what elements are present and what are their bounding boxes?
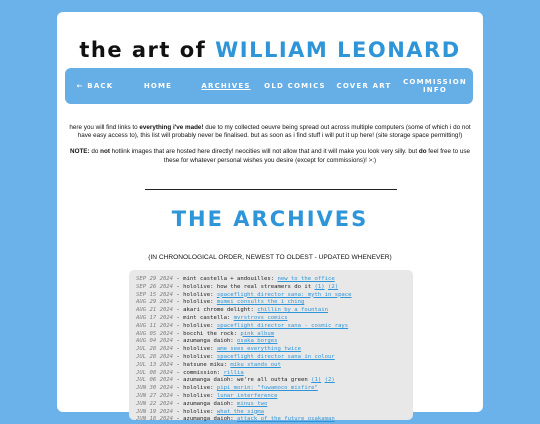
entry-link[interactable]: spaceflight director sana - cosmic rays bbox=[216, 322, 349, 329]
intro-emphasis: everything i've made! bbox=[139, 124, 204, 131]
note-emphasis: not bbox=[100, 148, 110, 156]
nav-old-comics-label: OLD COMICS bbox=[264, 82, 326, 90]
archive-entry bbox=[136, 370, 416, 378]
entry-description: - mint castella: bbox=[173, 314, 234, 321]
entry-date: SEP 26 2024 bbox=[136, 283, 174, 290]
entry-date: JUL 28 2024 bbox=[136, 353, 174, 360]
archive-entry bbox=[136, 338, 416, 346]
entry-description: - hololive: how the real streamers do it bbox=[173, 283, 315, 290]
entry-link[interactable]: (2) bbox=[324, 377, 335, 384]
entry-link[interactable]: rillia bbox=[223, 369, 244, 376]
entry-date: SEP 15 2024 bbox=[136, 291, 174, 298]
archive-entry bbox=[136, 409, 416, 417]
archive-entry bbox=[136, 401, 416, 409]
entry-date: AUG 04 2024 bbox=[136, 338, 174, 345]
nav-old-comics-link[interactable] bbox=[262, 68, 328, 104]
note-text-part: feel free to use these for whatever personal wishes you desire (except for commissions)! >:) bbox=[163, 148, 470, 164]
entry-link[interactable]: what the sigma bbox=[216, 408, 264, 415]
entry-description: - bocchi the rock: bbox=[173, 330, 241, 337]
archive-entry bbox=[136, 292, 416, 300]
archive-entry bbox=[136, 323, 416, 331]
entry-description: - hololive: bbox=[173, 346, 217, 353]
intro-paragraph bbox=[67, 124, 473, 140]
entry-description: - azumanga daioh: bbox=[173, 400, 238, 407]
note-text-part: do bbox=[89, 148, 101, 156]
archive-entry bbox=[136, 299, 416, 307]
entry-description: - akari chrome delight: bbox=[173, 307, 258, 314]
entry-description: - hatsune miku: bbox=[173, 361, 231, 368]
archive-entry bbox=[136, 362, 416, 370]
entry-description: - hololive: bbox=[173, 408, 217, 415]
nav-commission-info-label: COMMISSION INFO bbox=[403, 78, 467, 94]
entry-link[interactable]: new to the office bbox=[277, 276, 335, 282]
entry-description: - hololive: bbox=[173, 353, 217, 360]
intro-text-part: due to my collected oeuvre being spread out across multiple computers (some of which i do not have easy access to), this list will probably never be finalised. but as soon as i find stuff i will put it up here! (site storage space permitting!) bbox=[77, 124, 471, 140]
entry-link[interactable]: ame sees everything twice bbox=[216, 346, 302, 353]
entry-link[interactable]: chillin by a fountain bbox=[257, 307, 328, 314]
entry-description: - hololive: bbox=[173, 291, 217, 298]
archive-entry bbox=[136, 307, 416, 315]
entry-link[interactable]: mvrstrovs comics bbox=[233, 314, 288, 321]
entry-description: - azumanga daioh: bbox=[173, 416, 238, 423]
archive-entry bbox=[136, 377, 416, 385]
archive-entry bbox=[136, 331, 416, 339]
entry-date: JUL 06 2024 bbox=[136, 377, 174, 384]
entry-link[interactable]: miku stands out bbox=[230, 361, 281, 368]
entry-description: - hololive: bbox=[173, 322, 217, 329]
entry-date: AUG 11 2024 bbox=[136, 322, 174, 329]
entry-description: - commission: bbox=[173, 369, 224, 376]
entry-date: JUL 08 2024 bbox=[136, 369, 174, 376]
entry-description: - mint castella + andouilles: bbox=[173, 276, 278, 282]
note-label: NOTE: bbox=[70, 148, 90, 156]
nav-home-link[interactable] bbox=[134, 68, 182, 104]
entry-description: - hololive: bbox=[173, 385, 217, 392]
archive-entry bbox=[136, 276, 416, 284]
site-title-prefix: the art of bbox=[79, 38, 207, 62]
entry-link[interactable]: (1) bbox=[314, 283, 325, 290]
note-emphasis: do bbox=[418, 148, 427, 156]
nav-archives-link[interactable] bbox=[198, 68, 254, 104]
entry-description: - azumanga daioh: bbox=[173, 338, 238, 345]
entry-date: JUN 22 2024 bbox=[136, 400, 174, 407]
archives-subheading: (IN CHRONOLOGICAL ORDER, NEWEST TO OLDEST - UPDATED WHENEVER) bbox=[148, 254, 392, 261]
archive-entry bbox=[136, 315, 416, 323]
nav-back-link[interactable] bbox=[73, 68, 117, 104]
nav-bar bbox=[65, 68, 473, 104]
archives-heading: THE ARCHIVES bbox=[171, 207, 369, 231]
entry-link[interactable]: lunar interference bbox=[216, 392, 278, 399]
entry-link[interactable]: pipi morin: "fuwamoco misfire" bbox=[216, 385, 318, 392]
archive-entry bbox=[136, 284, 416, 292]
nav-commission-info-link[interactable] bbox=[404, 68, 466, 104]
entry-link[interactable]: attack of the future osakaman bbox=[237, 416, 335, 423]
archive-entry bbox=[136, 385, 416, 393]
entry-link[interactable]: spaceflight director sana: myth in space bbox=[216, 291, 352, 298]
intro-text bbox=[67, 124, 473, 173]
archive-entry bbox=[136, 393, 416, 401]
archive-entry bbox=[136, 346, 416, 354]
entry-link[interactable]: osaka borges bbox=[237, 338, 278, 345]
entry-description: - azumanga daioh: we're all outta green bbox=[173, 377, 312, 384]
divider bbox=[145, 189, 397, 190]
nav-cover-art-label: COVER ART bbox=[336, 82, 392, 90]
entry-date: AUG 21 2024 bbox=[136, 307, 174, 314]
archive-entry bbox=[136, 416, 416, 424]
nav-cover-art-link[interactable] bbox=[332, 68, 396, 104]
site-title bbox=[57, 38, 483, 62]
entry-date: SEP 29 2024 bbox=[136, 276, 174, 282]
entry-date: AUG 17 2024 bbox=[136, 314, 174, 321]
entry-date: JUN 30 2024 bbox=[136, 385, 174, 392]
entry-date: JUN 19 2024 bbox=[136, 408, 174, 415]
nav-home-label: HOME bbox=[143, 82, 173, 90]
nav-back-label: ← BACK bbox=[76, 82, 114, 90]
entry-link[interactable]: spaceflight director sana in colour bbox=[216, 353, 335, 360]
archive-entry bbox=[136, 354, 416, 362]
hotlink-note bbox=[67, 148, 473, 164]
entry-date: JUL 28 2024 bbox=[136, 346, 174, 353]
entry-date: AUG 29 2024 bbox=[136, 299, 174, 306]
entry-date: JUL 13 2024 bbox=[136, 361, 174, 368]
site-title-name: WILLIAM LEONARD bbox=[215, 38, 461, 62]
note-text-part: hotlink images that are hosted here directly! neocities will not allow that and it will make you look very silly. but bbox=[109, 148, 419, 156]
entry-description: - hololive: bbox=[173, 299, 217, 306]
entry-link[interactable]: (2) bbox=[327, 283, 339, 290]
archive-list-box[interactable] bbox=[129, 270, 413, 423]
entry-date: JUN 27 2024 bbox=[136, 392, 174, 399]
entry-link[interactable]: (1) bbox=[311, 377, 322, 384]
archive-list bbox=[136, 276, 416, 424]
entry-date: JUN 18 2024 bbox=[136, 416, 174, 423]
entry-link[interactable]: mumei consults the i ching bbox=[216, 299, 305, 306]
nav-archives-label: ARCHIVES bbox=[201, 82, 251, 90]
entry-link[interactable]: pink album bbox=[240, 330, 275, 337]
entry-description: - hololive: bbox=[173, 392, 217, 399]
entry-link[interactable]: minus two bbox=[237, 400, 268, 407]
page-panel bbox=[57, 12, 483, 423]
intro-text-part: here you will find links to bbox=[69, 124, 140, 131]
entry-date: AUG 05 2024 bbox=[136, 330, 174, 337]
